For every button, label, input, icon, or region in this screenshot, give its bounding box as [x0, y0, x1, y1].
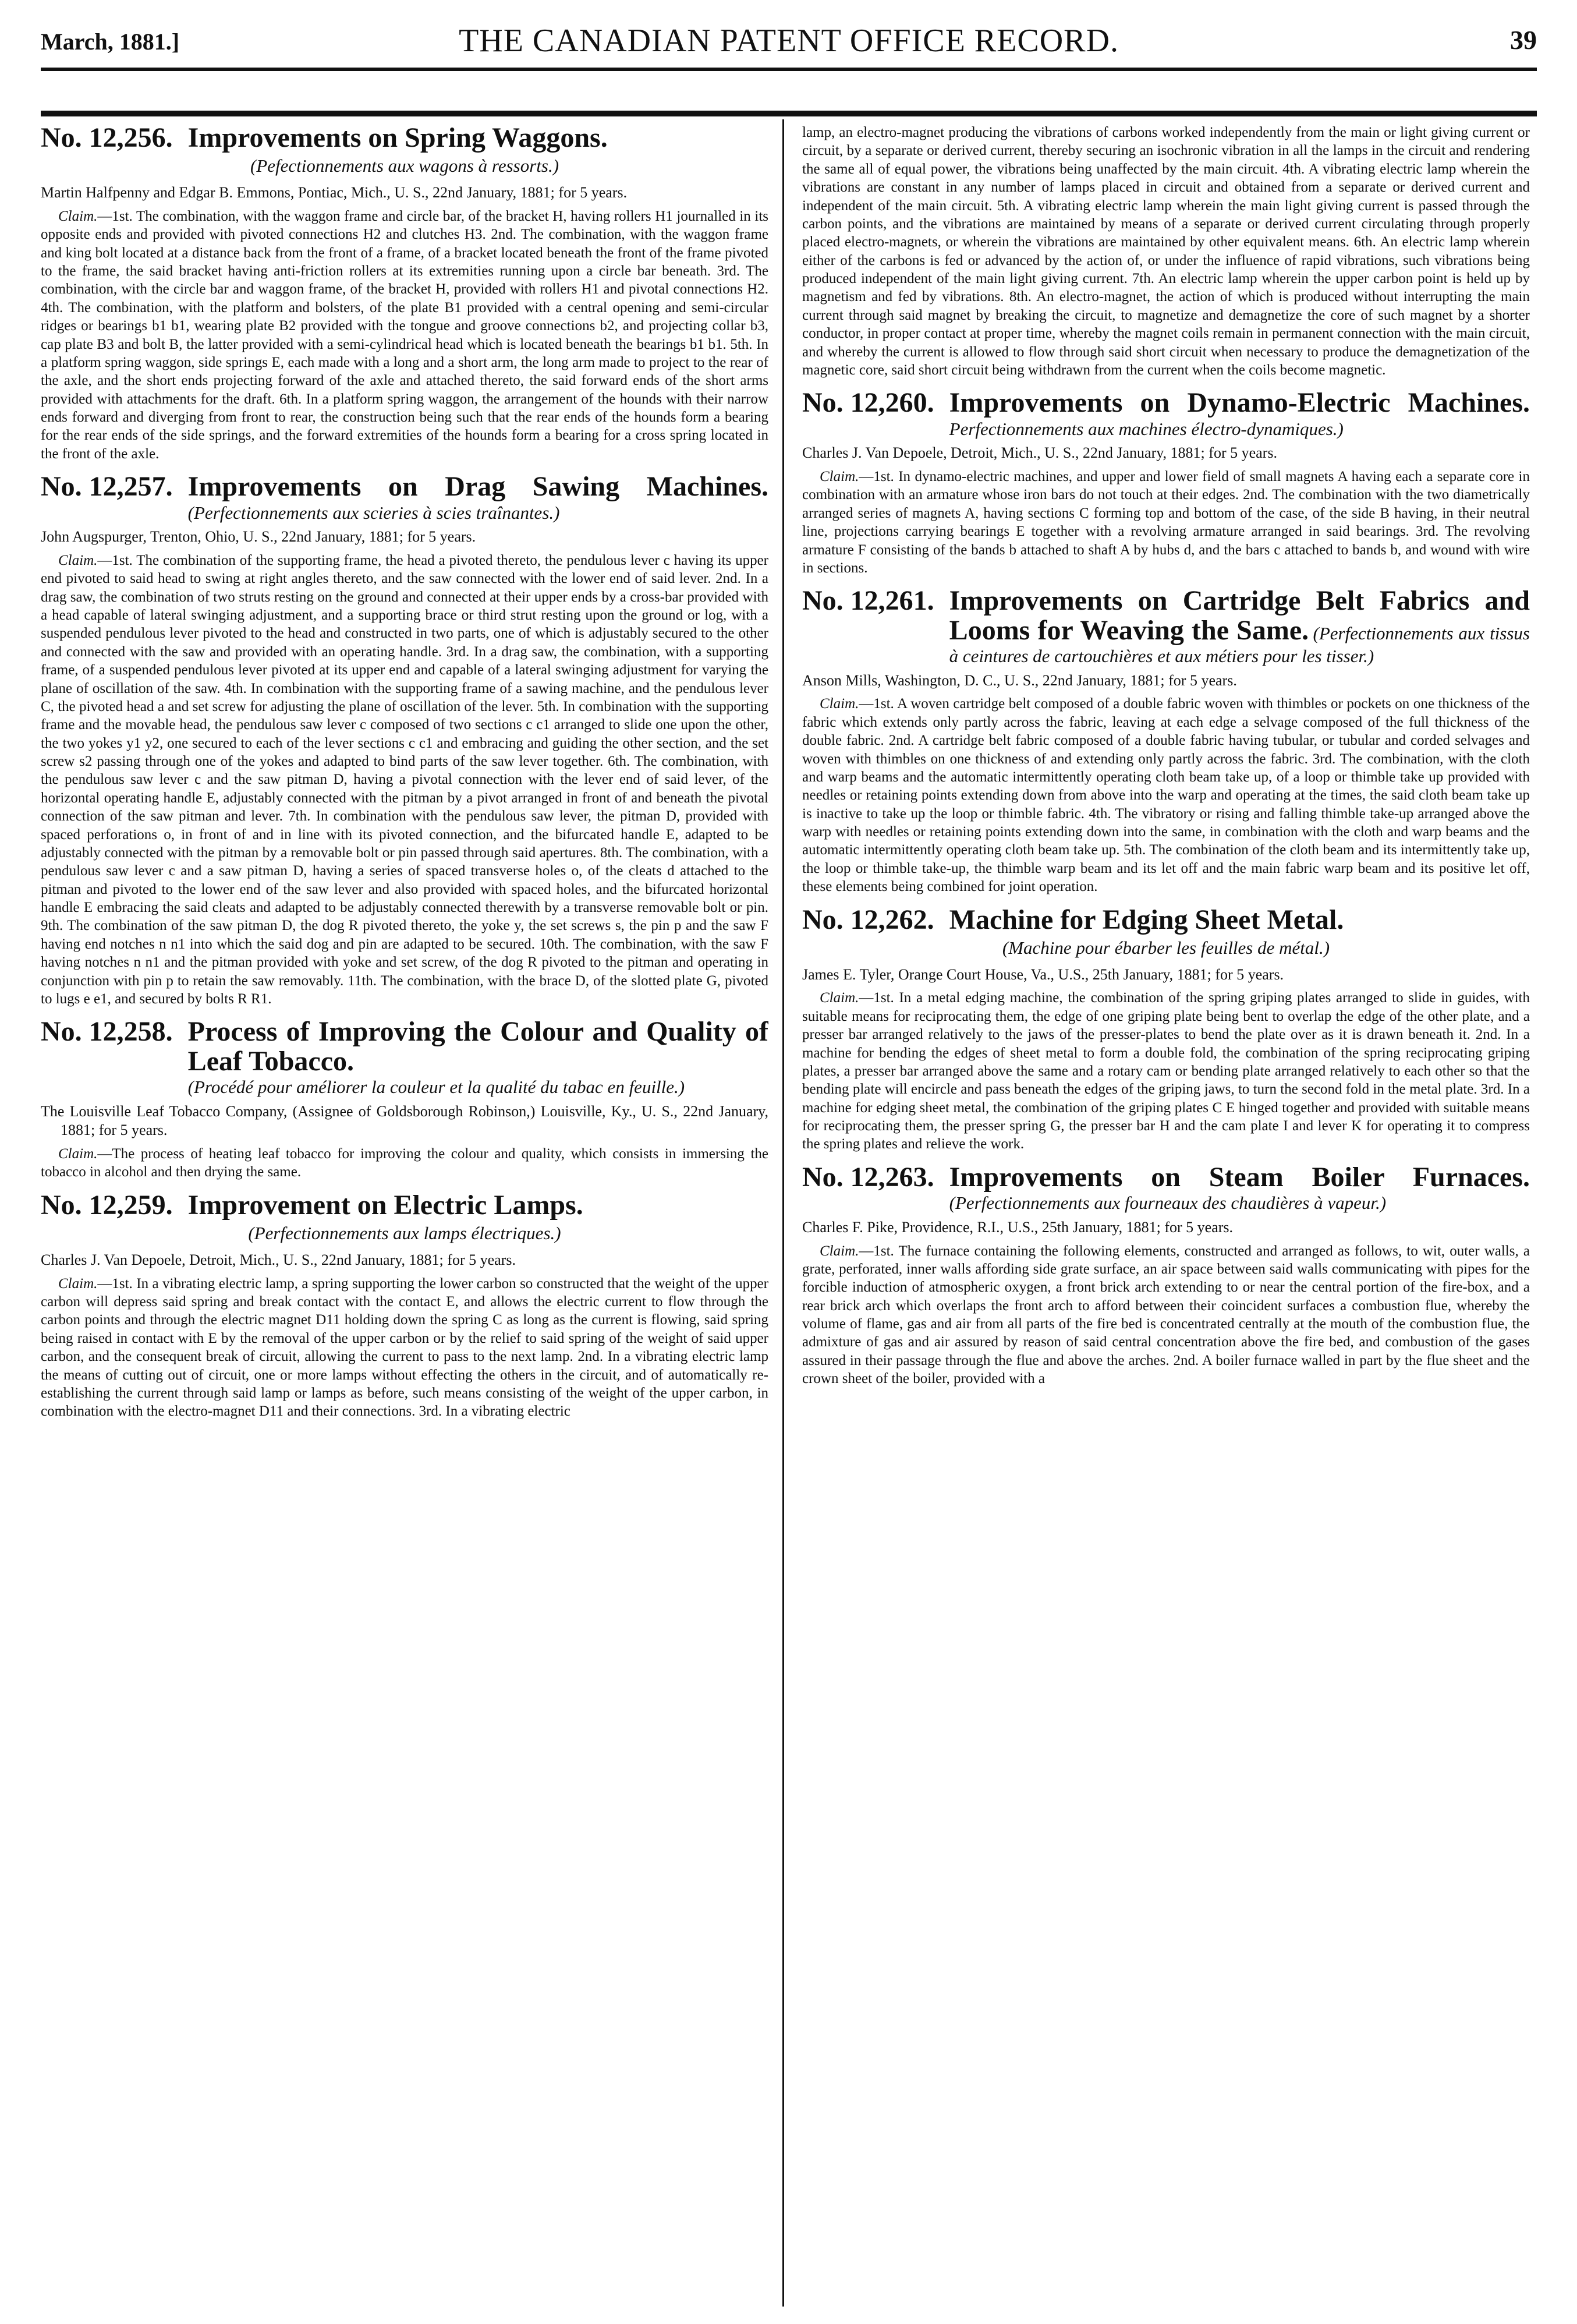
claim-label: Claim.: [58, 1146, 98, 1162]
patentee-line: Charles F. Pike, Providence, R.I., U.S., 25th January, 1881; for 5 years.: [802, 1218, 1234, 1236]
entry-heading: [802, 586, 1530, 668]
patent-entry: [802, 388, 1530, 577]
continued-claim-text: lamp, an electro-magnet producing the vibrations of carbons worked independently from the main or light giving current or circuit, by a separate or derived current, thereby securing an isochronic vibration in all the lamps in the circuit and rendering the same all of equal power, the vibrations being unaffected by the main circuit. 4th. A vibrating electric lamp wherein the vibrations are constant in any number of lamps placed in circuit and obtained from a separate or derived current and independent of the main circuit. 5th. A vibrating electric lamp wherein the main light giving current is passed through the carbon points, and the vibrations are maintained by means of a separate or derived current circulating through properly placed electro-magnets, or wherein the vibrations are maintained by other equivalent means. 6th. An electric lamp wherein either of the carbons is fed or advanced by the action of, or under the influence of rapid vibrations, such vibrations being produced independent of the main light giving current. 7th. An electric lamp wherein the upper carbon point is held up by magnetism and fed by vibrations. 8th. An electro-magnet, the action of which is produced without interrupting the main current through said magnet by breaking the circuit, to magnetize and demagnetize the core of such magnet by a shorter conductor, in proper contact at proper time, whereby the magnet coils remain in permanent connection with the main circuit, and whereby the current is allowed to flow through said short circuit when necessary to produce the demagnetization of the magnetic core, said short circuit being withdrawn from the current when the coils become magnetic.: [802, 125, 1530, 378]
claim-text: [41, 551, 768, 1008]
patent-entry: [41, 1191, 768, 1421]
claim-body: —The process of heating leaf tobacco for improving the colour and quality, which consists in immersing the tobacco in alcohol and then drying the same.: [41, 1146, 768, 1180]
claim-label: Claim.: [820, 469, 859, 485]
claim-text: [802, 695, 1530, 896]
french-title: Perfectionnements aux machines électro-dynamiques.): [949, 418, 1344, 439]
claim-body: —1st. In a metal edging machine, the combination of the spring griping plates arranged to slide in guides, with suitable means for reciprocating them, the edge of one griping plate being bent to overlap the edge of the other plate, and a presser bar arranged relatively to the jaws of the presser-plates to bend the plate over as it is drawn beneath it. 2nd. In a machine for bending the edges of sheet metal to form a double fold, the combination of the spring reciprocating griping plates, a presser bar arranged above the same and a rotary cam or bending plate arranged relatively to each other so that the bending plate will encircle and pass beneath the edges of the griping jaws, to turn the second fold in the metal plate. 3rd. In a machine for edging sheet metal, the combination of the griping plates C E hinged together and provided with suitable means for reciprocating them, the presser spring G, the presser bar H and the cam plate I and lever K for operating it to compress the spring plates and relieve the work.: [802, 990, 1530, 1152]
claim-label: Claim.: [820, 990, 859, 1006]
entry-heading: [41, 123, 768, 153]
patentee-line: Charles J. Van Depoele, Detroit, Mich., U. S., 22nd January, 1881; for 5 years.: [802, 444, 1277, 462]
entry-heading: [802, 388, 1530, 440]
claim-label: Claim.: [58, 1275, 98, 1292]
patent-entry: [802, 905, 1530, 1154]
claim-label: Claim.: [820, 696, 859, 712]
patent-entry: [41, 123, 768, 463]
french-title: (Perfectionnements aux fourneaux des chaudières à vapeur.): [949, 1193, 1387, 1214]
patent-title: Process of Improving the Colour and Quality of Leaf Tobacco.: [187, 1016, 768, 1077]
patentee-line: Charles J. Van Depoele, Detroit, Mich., U. S., 22nd January, 1881; for 5 years.: [41, 1251, 516, 1269]
claim-text: [41, 207, 768, 463]
issue-date: March, 1881.]: [41, 29, 180, 55]
page-number: 39: [1510, 25, 1537, 55]
patent-entry: [41, 472, 768, 1008]
patent-number: No. 12,259.: [41, 1189, 173, 1221]
entry-heading: [41, 472, 768, 524]
patentee-line: John Augspurger, Trenton, Ohio, U. S., 22nd January, 1881; for 5 years.: [41, 528, 476, 546]
patent-entry: [802, 1163, 1530, 1388]
publication-title: THE CANADIAN PATENT OFFICE RECORD.: [459, 23, 1119, 59]
claim-body: —1st. The furnace containing the following elements, constructed and arranged as follows, to wit, outer walls, a grate, perforated, inner walls affording side grate surface, an air space between said walls communicating with pipes for the forcible induction of atmospheric oxygen, a front brick arch extending to or near the central portion of the fire-box, and a rear brick arch which overlaps the front arch to afford between their coincident surfaces a combustion flue, whereby the volume of flame, gas and air from all parts of the fire bed is concentrated centrally at the mouth of the combustion flue, the admixture of gas and air assured by reason of said central concentration above the fire bed, and combustion of the gases assured in their passage through the flue and above the arches. 2nd. A boiler furnace walled in part by the flue sheet and the crown sheet of the boiler, provided with a: [802, 1243, 1530, 1387]
claim-label: Claim.: [58, 208, 98, 224]
right-column: [802, 123, 1530, 2301]
entry-heading: [802, 1163, 1530, 1215]
patentee-line: The Louisville Leaf Tobacco Company, (Assignee of Goldsborough Robinson,) Louisville, Ky., U. S., 22nd January, 1881; for 5 years.: [41, 1102, 768, 1139]
french-title: (Perfectionnements aux scieries à scies traînantes.): [187, 502, 560, 523]
claim-text: [41, 1145, 768, 1182]
claim-body: —1st. In dynamo-electric machines, and upper and lower field of small magnets A having each a separate core in combination with an armature whose iron bars do not touch at their edges. 2nd. The combination with the two diametrically arranged series of magnets A, having sections C forming top and bottom of the case, of the side B having, in their neutral line, projections carrying bearings E together with a revolving armature arranged in said bearings. 3rd. The revolving armature F consisting of the bands b attached to shaft A by hubs d, and the bars c attached to bands b, and wound with wire in sections.: [802, 469, 1530, 576]
running-head: [41, 22, 1537, 63]
patentee-line: Anson Mills, Washington, D. C., U. S., 22nd January, 1881; for 5 years.: [802, 671, 1237, 689]
patent-title: Machine for Edging Sheet Metal.: [949, 904, 1344, 935]
patent-number: No. 12,257.: [41, 471, 173, 503]
claim-label: Claim.: [820, 1243, 859, 1259]
column-divider: [782, 119, 784, 2307]
patentee-line: Martin Halfpenny and Edgar B. Emmons, Pontiac, Mich., U. S., 22nd January, 1881; for 5 years.: [41, 184, 628, 201]
claim-body: —1st. A woven cartridge belt composed of a double fabric woven with thimbles or pockets on one thickness of the fabric which extends only partly across the fabric, leaving at each edge a selvage composed of the full thickness of the double fabric. 2nd. A cartridge belt fabric composed of a double fabric having tubular, or tubular and corded selvages and woven with thimbles on one thickness of and extending only partly across the fabric. 3rd. The combination, with the cloth and warp beams and the automatic intermittently operating cloth beam take up, of a loop or thimble take up provided with needles or retaining points extending down from above into the warp and operating at the times, the said cloth beam take up is inactive to take up the loop or thimble fabric. 4th. The vibratory or rising and falling thimble take-up arranged above the warp with needles or retaining points extending down into the same, in combination with the cloth and warp beams and the automatic intermittently operating cloth beam take up. 5th. The combination of the cloth beam and its intermittently take up, the loop or thimble take-up, the thimble warp beam and its let off and the main fabric warp beam and its positive let off, these elements being combined for joint operation.: [802, 696, 1530, 895]
patent-title: Improvements on Drag Sawing Machines.: [187, 471, 768, 503]
patent-number: No. 12,262.: [802, 904, 934, 935]
patent-entry: [41, 1017, 768, 1182]
french-title: (Machine pour ébarber les feuilles de métal.): [1002, 937, 1330, 958]
claim-text: [802, 468, 1530, 577]
claim-text: [802, 1242, 1530, 1388]
patent-number: No. 12,260.: [802, 387, 934, 419]
claim-label: Claim.: [58, 552, 98, 568]
patentee-line: James E. Tyler, Orange Court House, Va., U.S., 25th January, 1881; for 5 years.: [802, 965, 1284, 983]
left-column: [41, 123, 768, 2301]
entry-heading: [802, 905, 1530, 935]
claim-body: —1st. The combination of the supporting frame, the head a pivoted thereto, the pendulous lever c having its upper end pivoted to said head to swing at right angles thereto, and the saw connected with the lower end of said lever. 2nd. In a drag saw, the combination of two struts resting on the ground and connected at their upper ends by a cross-bar provided with a head capable of lateral swinging adjustment, and a supporting brace or third strut resting upon the ground or log, with a suspended pendulous lever pivoted to the head and constructed in two parts, one of which is adjustably secured to the other and connected with the saw and provided with an operating handle. 3rd. In a drag saw, the combination, with a supporting frame, of a suspended pendulous lever pivoted at its upper end and capable of a lateral swinging adjustment for varying the plane of oscillation of the saw. 4th. In combination with the supporting frame of a sawing machine, and the pendulous lever C, the pivoted head a and set screw for adjusting the plane of oscillation of the lever. 5th. In combination with the supporting frame and the movable head, the pendulous saw lever c composed of two sections c c1 arranged to slide one upon the other, the two yokes y1 y2, one secured to each of the lever sections c c1 and embracing and guiding the other section, and the set screw s2 passing through one of the yokes and adapted to bind parts of the saw lever together. 6th. The combination, with the pendulous saw lever c and the saw pitman D, having a pivotal connection with the lever end of said lever, of the horizontal operating handle E, adjustably connected with the pitman by a pivot arranged in front of and beneath the pivotal connection of the saw pitman and lever. 7th. In combination with the pendulous saw lever, the pitman D, provided with spaced perforations o, in front of and in line with its pivoted connection, and the bifurcated handle E, adapted to be adjustably connected with the pitman by a removable bolt or pin passed through said apertures. 8th. The combination, with a pendulous saw lever c and a saw pitman D, having a series of spaced transverse holes o, of the cleats d attached to the pitman and pivoted to the lower end of the saw lever and also provided with spaced holes, and the bifurcated horizontal handle E embracing the said cleats and adapted to be adjustably connected therewith by a transverse removable bolt or pin. 9th. The combination of the saw pitman D, the dog R pivoted thereto, the yoke y, the set screws s, the pin p and the saw F having end notches n n1 into which the said dog and pin are adapted to be secured. 10th. The combination, with the saw F having notches n n1 and the pitman provided with yoke and set screw, of the dog R pivoted to the pitman and operating in conjunction with pin p to retain the saw removably. 11th. The combination, with the brace D, of the slotted plate G, pivoted to lugs e e1, and secured by bolts R R1.: [41, 552, 768, 1007]
french-title: (Perfectionnements aux tissus à ceintures de cartouchières et aux métiers pour les tisser.): [949, 622, 1530, 667]
header-rule: [41, 68, 1537, 71]
patent-entry: [802, 586, 1530, 896]
patent-number: No. 12,258.: [41, 1016, 173, 1048]
patent-number: No. 12,261.: [802, 585, 934, 617]
patent-title: Improvements on Cartridge Belt Fabrics and Looms for Weaving the Same.: [949, 585, 1530, 646]
claim-text: [802, 989, 1530, 1153]
patent-title: Improvements on Dynamo-Electric Machines.: [949, 387, 1530, 419]
claim-text: [41, 1275, 768, 1421]
patent-title: Improvement on Electric Lamps.: [187, 1189, 583, 1221]
french-title: (Procédé pour améliorer la couleur et la qualité du tabac en feuille.): [187, 1077, 685, 1098]
patent-number: No. 12,256.: [41, 123, 173, 153]
french-title: (Perfectionnements aux lamps électriques.): [248, 1223, 561, 1244]
patent-title: Improvements on Spring Waggons.: [187, 123, 608, 153]
claim-body: —1st. The combination, with the waggon frame and circle bar, of the bracket H, having rollers H1 journalled in its opposite ends and provided with pivoted connections H2 and clutches H3. 2nd. The combination, with the waggon frame and king bolt located at a distance back from the front of a frame, of a bracket located beneath the front of the frame pivoted to the frame, the said bracket having anti-friction rollers at its extremities running upon a circle bar beneath. 3rd. The combination, with the circle bar and waggon frame, of the bracket H, provided with rollers H1 and pivotal connections H2. 4th. The combination, with the platform and bolsters, of the plate B1 provided with a central opening and semi-circular ridges or bearings b1 b1, wearing plate B2 provided with the tongue and groove connections b2, and projecting collar b3, cap plate B3 and bolt B, the latter provided with a semi-cylindrical head which is located beneath the bearings b1 b1. 5th. In a platform spring waggon, side springs E, each made with a long and a short arm, the long arm made to project to the rear of the axle, and the short ends projecting forward of the axle and attached thereto, the said forward ends of the short arms provided with attachments for the draft. 6th. In a platform spring waggon, the arrangement of the hounds with their narrow ends forward and diverging from front to rear, the construction being such that the rear ends of the hounds form a bearing for the rear ends of the side springs, and the forward extremities of the hounds form a bearing for a cross spring located in the front of the axle.: [41, 208, 768, 462]
top-border-rule: [41, 111, 1537, 116]
entry-heading: [41, 1017, 768, 1099]
patent-title: Improvements on Steam Boiler Furnaces.: [949, 1161, 1530, 1193]
claim-body: —1st. In a vibrating electric lamp, a spring supporting the lower carbon so constructed that the weight of the upper carbon will depress said spring and break contact with the contact E, and allows the electric current to flow through the carbon points and through the electric magnet D11 holding down the spring C as long as the current is flowing, said spring being raised in contact with E by the removal of the upper carbon or by the relief to said spring of the weight of said upper carbon, and the consequent break of circuit, allowing the current to pass to the next lamp. 2nd. In a vibrating electric lamp the means of cutting out of circuit, one or more lamps without effecting the others in the circuit, and of automatically re-establishing the current through said lamp or lamps as before, such means consisting of the weight of the upper carbon, in combination with the electro-magnet D11 and their connections. 3rd. In a vibrating electric: [41, 1275, 768, 1420]
french-title: (Pefectionnements aux wagons à ressorts.): [250, 155, 559, 176]
patent-number: No. 12,263.: [802, 1161, 934, 1193]
entry-heading: [41, 1191, 768, 1220]
